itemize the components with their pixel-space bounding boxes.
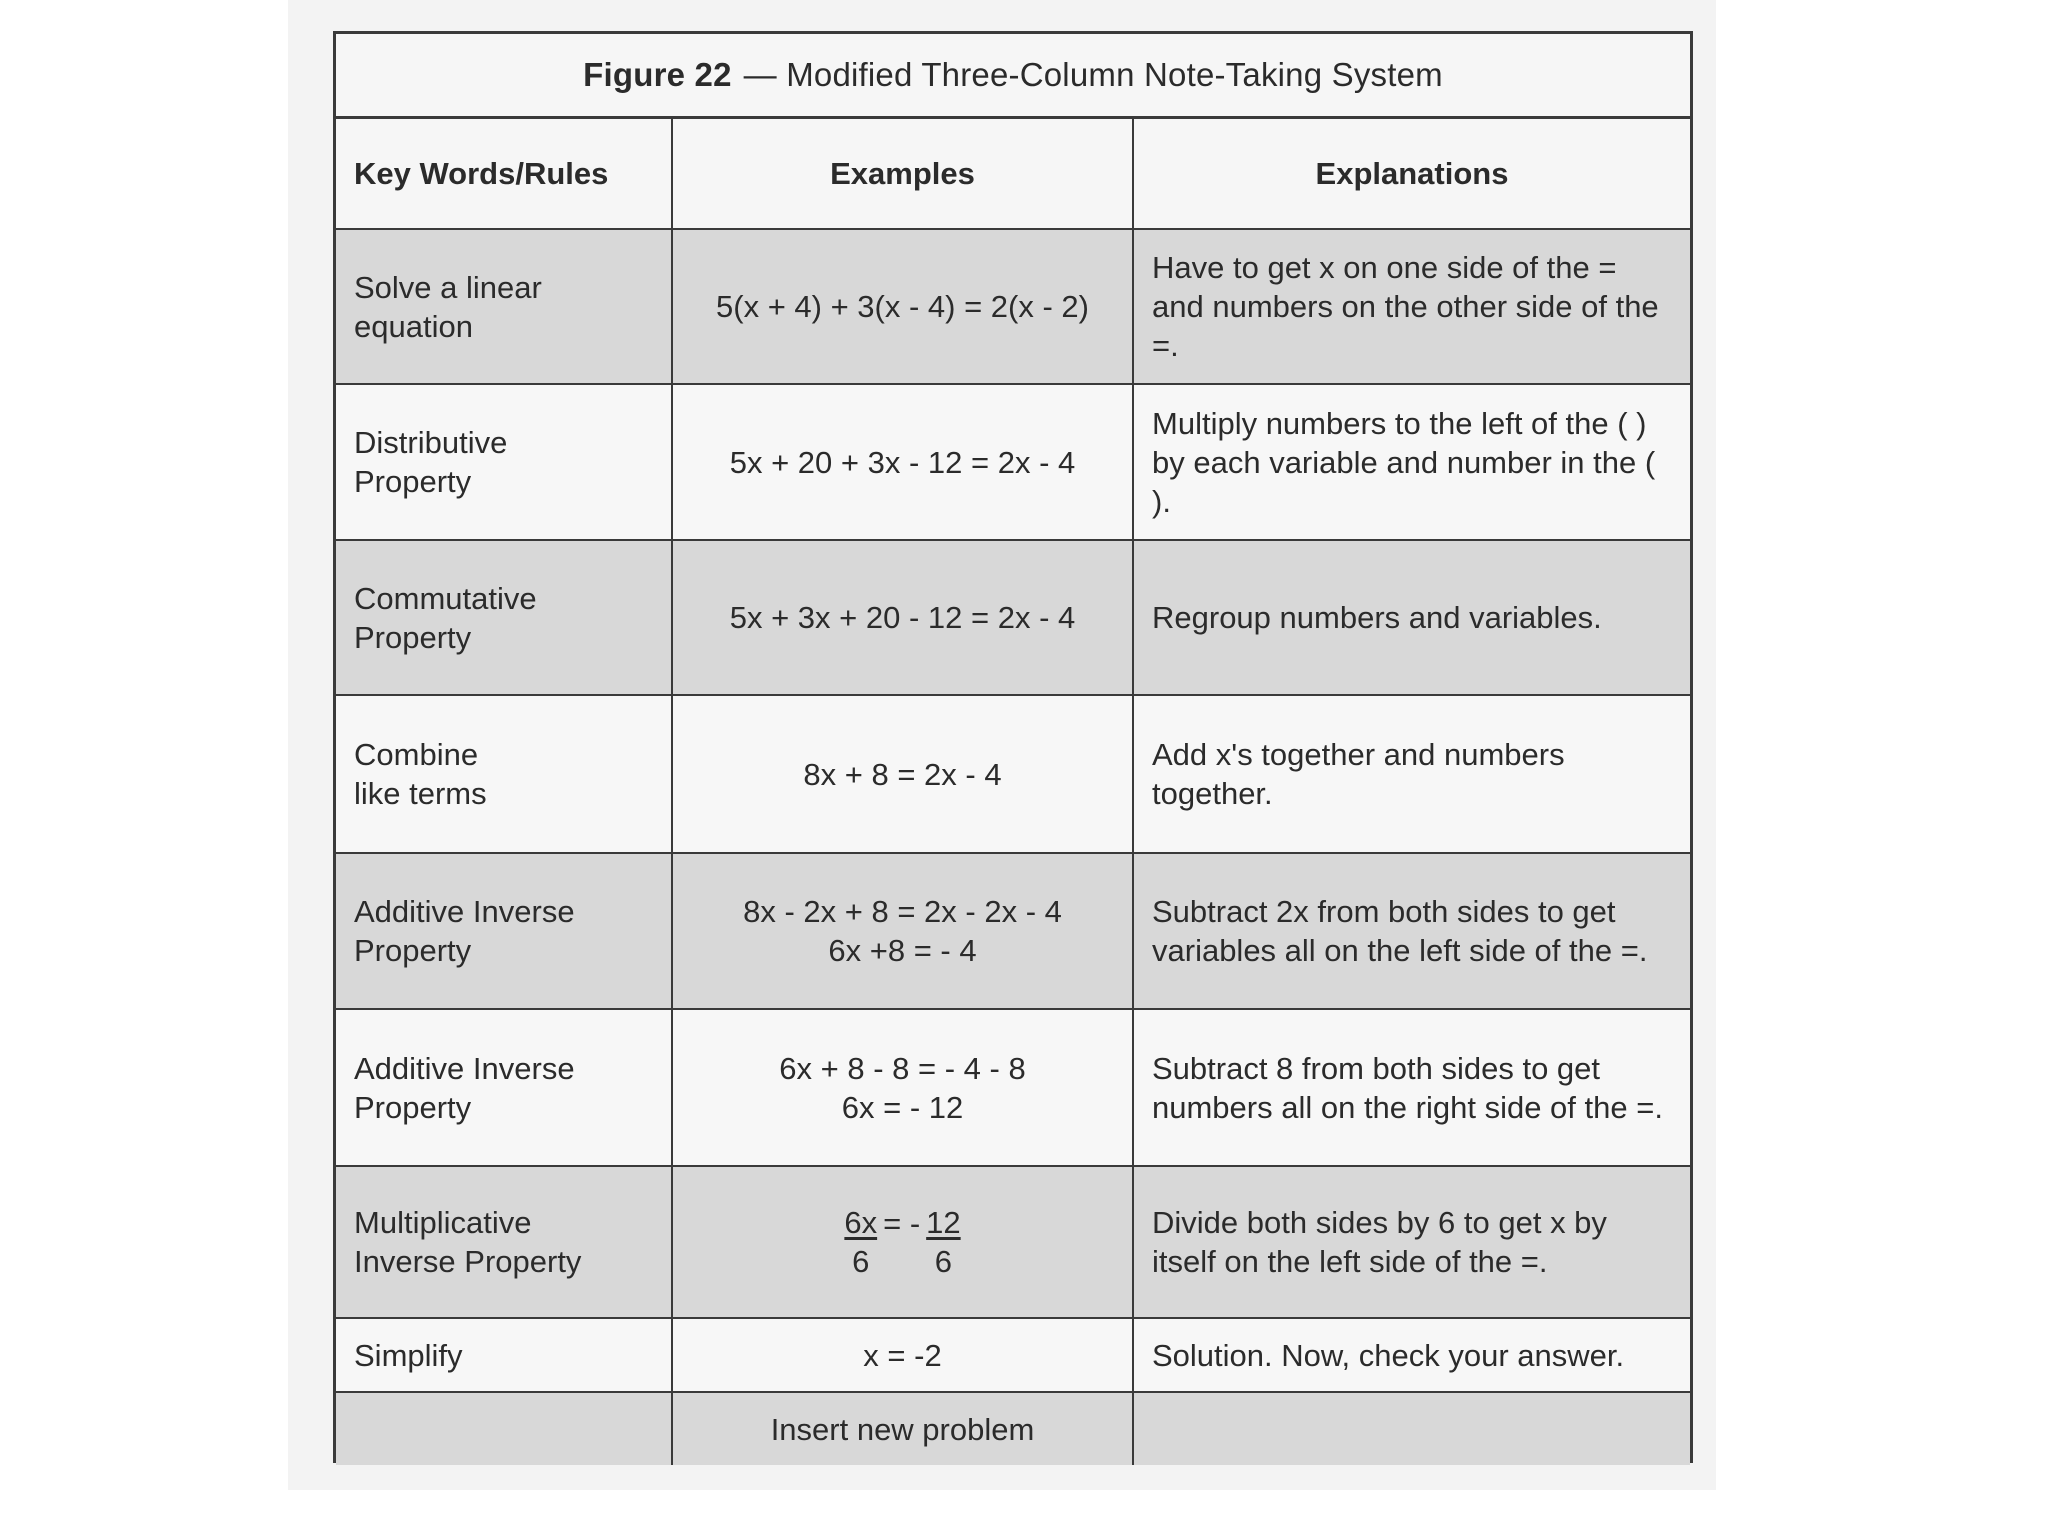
- figure-number: Figure 22: [583, 56, 732, 93]
- example-line: 8x - 2x + 8 = 2x - 2x - 4: [743, 894, 1062, 929]
- explanation-cell: Solution. Now, check your answer.: [1133, 1318, 1690, 1392]
- table-row: [336, 1318, 1690, 1392]
- rule-line: Combine: [354, 737, 479, 772]
- table-row: [336, 695, 1690, 853]
- rule-line: equation: [354, 308, 473, 344]
- rule-line: Property: [354, 1089, 472, 1125]
- rule-cell-empty: [336, 1392, 672, 1465]
- rule-line: Inverse Property: [354, 1244, 582, 1279]
- table-row: [336, 540, 1690, 695]
- rule-cell: [336, 540, 672, 695]
- example-line: 6x = - 12: [841, 1089, 964, 1125]
- explanation-cell: Have to get x on one side of the = and numbers on the other side of the =.: [1133, 229, 1690, 384]
- rule-line: Additive Inverse: [354, 1050, 575, 1086]
- example-line: 5x + 20 + 3x - 12 = 2x - 4: [729, 444, 1076, 480]
- table-row: [336, 1166, 1690, 1318]
- header-explanations: Explanations: [1133, 119, 1690, 229]
- explanation-cell-empty: [1133, 1392, 1690, 1465]
- rule-line: Multiplicative: [354, 1205, 532, 1240]
- rule-cell: [336, 695, 672, 853]
- example-line: 6x + 8 - 8 = - 4 - 8: [779, 1050, 1026, 1086]
- rule-line: Additive Inverse: [354, 894, 575, 929]
- explanation-cell: Multiply numbers to the left of the ( ) by each variable and number in the ( ).: [1133, 384, 1690, 540]
- example-cell: [672, 853, 1133, 1009]
- figure-caption: — Modified Three-Column Note-Taking System: [743, 56, 1443, 93]
- right-numerator: 12: [926, 1205, 961, 1240]
- example-cell: [672, 1318, 1133, 1392]
- rule-cell: [336, 384, 672, 540]
- rule-line: Simplify: [354, 1337, 463, 1373]
- note-taking-figure: [333, 31, 1693, 1463]
- rule-line: Commutative: [354, 580, 537, 616]
- left-fraction: [844, 1203, 877, 1281]
- explanation-cell: Subtract 2x from both sides to get variables all on the left side of the =.: [1133, 853, 1690, 1009]
- explanation-cell: Divide both sides by 6 to get x by itself on the left side of the =.: [1133, 1166, 1690, 1318]
- left-denominator: 6: [852, 1244, 870, 1279]
- rule-line: Property: [354, 464, 472, 499]
- rule-line: Distributive: [354, 425, 508, 460]
- explanation-cell: Regroup numbers and variables.: [1133, 540, 1690, 695]
- rule-cell: [336, 1166, 672, 1318]
- explanation-cell: Add x's together and numbers together.: [1133, 695, 1690, 853]
- example-cell: [672, 384, 1133, 540]
- right-fraction: [926, 1203, 960, 1281]
- table-row: [336, 853, 1690, 1009]
- figure-title: [336, 34, 1690, 119]
- header-key-words: Key Words/Rules: [336, 119, 672, 229]
- table-row: [336, 229, 1690, 384]
- example-cell: [672, 229, 1133, 384]
- left-numerator: 6x: [844, 1205, 878, 1240]
- rule-line: Solve a linear: [354, 269, 542, 305]
- example-line: 8x + 8 = 2x - 4: [803, 756, 1002, 792]
- table-row: [336, 1392, 1690, 1465]
- insert-new-problem: Insert new problem: [672, 1392, 1133, 1465]
- three-column-table: [336, 119, 1690, 1465]
- rule-cell: [336, 853, 672, 1009]
- header-examples: Examples: [672, 119, 1133, 229]
- example-line: x = -2: [863, 1337, 942, 1373]
- explanation-cell: Subtract 8 from both sides to get numbers all on the right side of the =.: [1133, 1009, 1690, 1166]
- example-cell: [672, 1009, 1133, 1166]
- rule-line: like terms: [354, 776, 487, 811]
- example-cell: [672, 695, 1133, 853]
- equals-minus: = -: [883, 1205, 921, 1241]
- table-row: [336, 384, 1690, 540]
- table-row: [336, 1009, 1690, 1166]
- rule-cell: [336, 1318, 672, 1392]
- example-cell: [672, 540, 1133, 695]
- rule-cell: [336, 229, 672, 384]
- example-line: 6x +8 = - 4: [828, 933, 977, 968]
- example-line: 5x + 3x + 20 - 12 = 2x - 4: [729, 600, 1076, 635]
- example-line: 5(x + 4) + 3(x - 4) = 2(x - 2): [716, 289, 1089, 324]
- example-cell: [672, 1166, 1133, 1318]
- rule-line: Property: [354, 933, 472, 968]
- fraction-equation: [691, 1203, 1114, 1281]
- right-denominator: 6: [934, 1244, 953, 1279]
- rule-cell: [336, 1009, 672, 1166]
- rule-line: Property: [354, 619, 472, 655]
- header-row: [336, 119, 1690, 229]
